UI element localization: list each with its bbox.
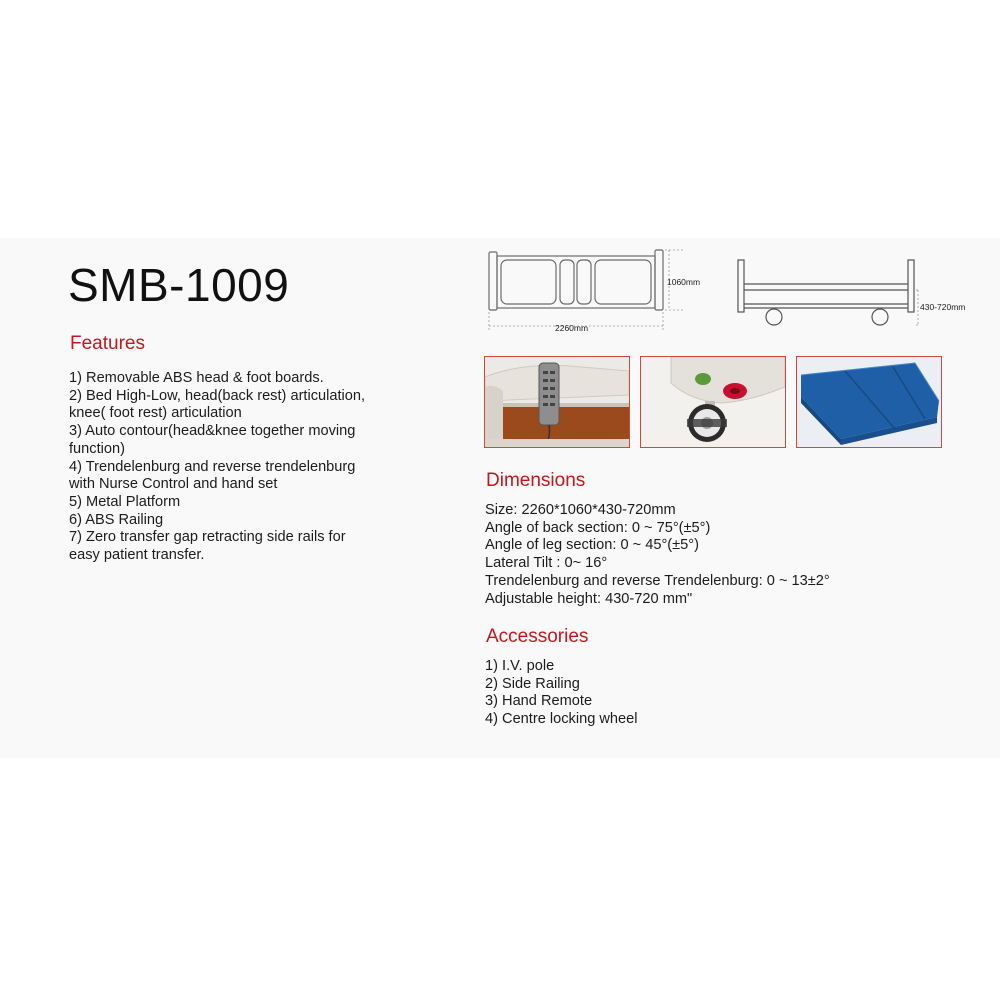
board-panel-left <box>501 260 556 304</box>
wheel-left-icon <box>766 309 782 325</box>
features-list <box>69 370 399 565</box>
feature-line: 1) Removable ABS head & foot boards. <box>69 370 324 386</box>
dimension-line: Adjustable height: 430-720 mm" <box>485 590 693 607</box>
model-title: SMB-1009 <box>68 259 290 311</box>
dimension-line: Trendelenburg and reverse Trendelenburg: 0 ~ 13±2° <box>485 572 830 589</box>
board-post-right <box>655 250 663 310</box>
front-height-dimension-label: 430-720mm <box>920 302 966 312</box>
dimension-line: Lateral Tilt : 0~ 16° <box>485 555 608 572</box>
accessory-line: 1) I.V. pole <box>485 658 555 674</box>
remote-icon <box>539 363 559 425</box>
dimensions-list <box>485 502 905 608</box>
locking-wheel-photo <box>640 356 786 448</box>
dimension-line: Angle of back section: 0 ~ 75°(±5°) <box>485 519 711 536</box>
board-panel-mid-left <box>560 260 574 304</box>
width-dimension-label: 2260mm <box>555 323 589 333</box>
feature-line: 5) Metal Platform <box>69 493 181 510</box>
feature-line: with Nurse Control and hand set <box>69 476 278 493</box>
feature-line: function) <box>69 440 125 457</box>
board-panel-right <box>595 260 651 304</box>
feature-line: 6) ABS Railing <box>69 511 164 528</box>
dimensions-heading: Dimensions <box>486 470 586 491</box>
feature-line: easy patient transfer. <box>69 547 205 564</box>
mattress-photo <box>796 356 942 448</box>
board-panel-mid-right <box>577 260 591 304</box>
accessories-list <box>485 658 785 729</box>
front-view-diagram <box>734 256 980 330</box>
frame-post-right <box>908 260 914 312</box>
accessories-heading: Accessories <box>486 626 589 647</box>
accessory-line: 2) Side Railing <box>485 675 580 692</box>
feature-line: 3) Auto contour(head&knee together moving <box>69 423 356 440</box>
frame-post-left <box>738 260 744 312</box>
feature-line: 7) Zero transfer gap retracting side rails for <box>69 529 346 546</box>
accessory-line: 4) Centre locking wheel <box>485 711 638 728</box>
dimension-line: Size: 2260*1060*430-720mm <box>485 502 676 518</box>
side-view-diagram <box>484 246 714 338</box>
board-frame <box>497 256 655 308</box>
hand-remote-photo <box>484 356 630 448</box>
dimension-line: Angle of leg section: 0 ~ 45°(±5°) <box>485 537 699 554</box>
accessory-line: 3) Hand Remote <box>485 693 593 710</box>
board-post-left <box>489 252 497 310</box>
feature-line: 2) Bed High-Low, head(back rest) articulation, <box>69 387 366 404</box>
feature-line: knee( foot rest) articulation <box>69 405 242 422</box>
features-heading: Features <box>70 333 145 354</box>
feature-line: 4) Trendelenburg and reverse trendelenburg <box>69 458 356 475</box>
height-dimension-label: 1060mm <box>667 277 701 287</box>
wheel-right-icon <box>872 309 888 325</box>
